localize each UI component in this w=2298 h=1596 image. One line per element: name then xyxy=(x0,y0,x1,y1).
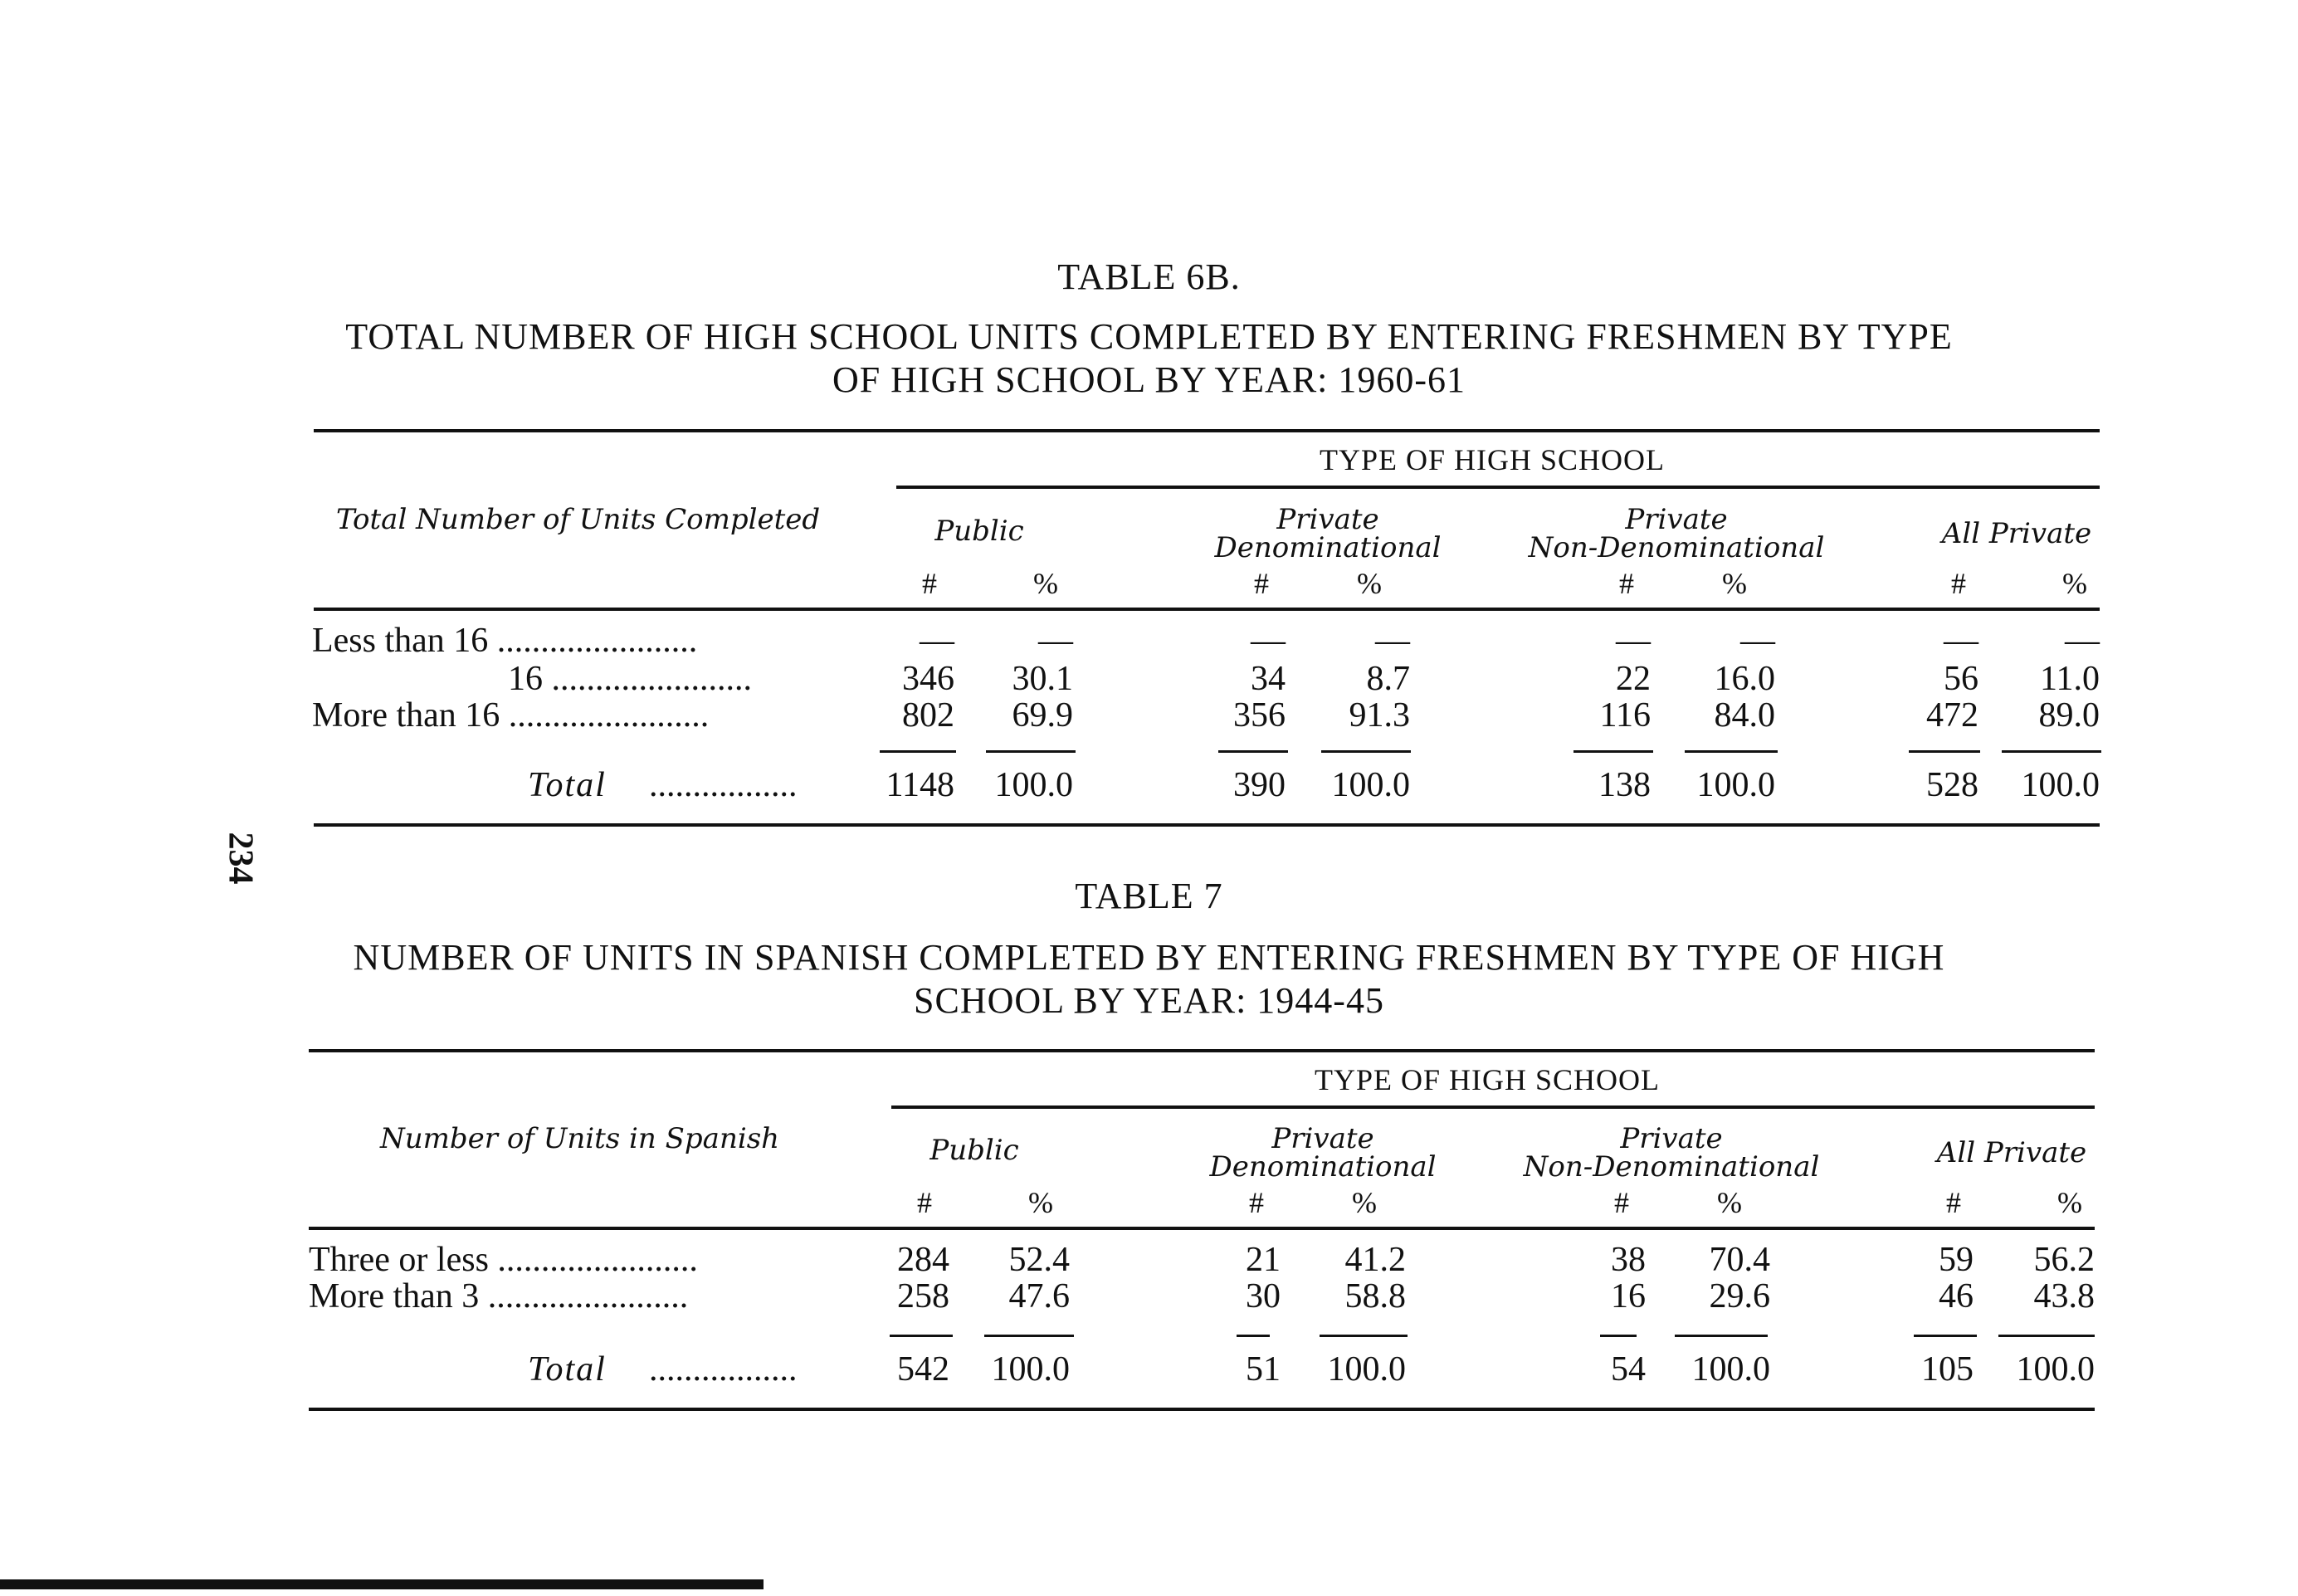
table7-header-rule xyxy=(309,1227,2095,1230)
table7-sum-rule xyxy=(1675,1335,1768,1337)
table6b-total-dots: ................. xyxy=(649,766,798,804)
table6b-sym-num-den: # xyxy=(1254,567,1269,600)
table6b-col-private-non-1: Private xyxy=(1625,503,1728,536)
table6b-cell: 30.1 xyxy=(1012,660,1073,698)
table6b-total-cell: 1148 xyxy=(886,766,954,804)
table6b-sym-pct-all: % xyxy=(2062,567,2087,600)
table6b-col-private-den-2: Denominational xyxy=(1214,531,1442,564)
table6b-cell: 802 xyxy=(902,696,954,735)
table6b-sum-rule xyxy=(1218,750,1288,753)
table6b-group-rule xyxy=(896,486,2100,489)
table7-cell: 284 xyxy=(897,1241,949,1279)
table7-cell: 52.4 xyxy=(1008,1241,1070,1279)
table6b-cell: 11.0 xyxy=(2040,660,2100,698)
table6b-cell: — xyxy=(1251,622,1286,660)
table6b-sym-num-non: # xyxy=(1619,567,1634,600)
table7-total-cell: 100.0 xyxy=(2016,1350,2095,1389)
table7-total-cell: 542 xyxy=(897,1350,949,1389)
table7-sym-num-den: # xyxy=(1249,1186,1264,1219)
table7-sum-rule xyxy=(1998,1335,2095,1337)
table6b-sym-pct-den: % xyxy=(1357,567,1382,600)
table7-row-label: Three or less ....................... xyxy=(309,1241,698,1279)
table6b-cell: 34 xyxy=(1251,660,1286,698)
table7-row-label: More than 3 ....................... xyxy=(309,1277,689,1315)
table6b-col-all-private: All Private xyxy=(1941,517,2092,550)
table6b-cell: — xyxy=(1740,622,1775,660)
table7-total-cell: 51 xyxy=(1246,1350,1281,1389)
table6b-cell: 116 xyxy=(1599,696,1651,735)
table7-col-private-den-2: Denominational xyxy=(1209,1150,1437,1184)
table6b-cell: — xyxy=(920,622,954,660)
table7-cell: 43.8 xyxy=(2033,1277,2095,1315)
table6b-col-private-den-1: Private xyxy=(1276,503,1379,536)
table7-sym-num-public: # xyxy=(917,1186,932,1219)
table6b-cell: 22 xyxy=(1616,660,1651,698)
table7-cell: 30 xyxy=(1246,1277,1281,1315)
table7-group-rule xyxy=(891,1105,2095,1109)
table7-sym-pct-all: % xyxy=(2057,1186,2082,1219)
table7-title-line2: SCHOOL BY YEAR: 1944-45 xyxy=(914,980,1384,1021)
table7-col-public: Public xyxy=(929,1134,1019,1167)
table6b-cell: 89.0 xyxy=(2038,696,2100,735)
table7-sum-rule xyxy=(1237,1335,1270,1337)
table7-sum-rule xyxy=(1320,1335,1408,1337)
table6b-total-cell: 100.0 xyxy=(1696,766,1775,804)
table6b-sym-num-public: # xyxy=(922,567,937,600)
table7-cell: 58.8 xyxy=(1344,1277,1406,1315)
table6b-cell: 356 xyxy=(1233,696,1286,735)
table6b-sym-num-all: # xyxy=(1951,567,1966,600)
table7-cell: 47.6 xyxy=(1008,1277,1070,1315)
table7-cell: 59 xyxy=(1939,1241,1974,1279)
table6b-cell: — xyxy=(2065,622,2100,660)
table7-sum-rule xyxy=(1914,1335,1977,1337)
table7-total-cell: 54 xyxy=(1611,1350,1646,1389)
table7-sym-pct-non: % xyxy=(1717,1186,1742,1219)
table6b-row-label: Less than 16 ....................... xyxy=(312,622,698,660)
table7-total-cell: 100.0 xyxy=(1691,1350,1770,1389)
table7-top-rule xyxy=(309,1049,2095,1052)
table6b-header-rule xyxy=(314,608,2100,611)
table6b-sum-rule xyxy=(880,750,956,753)
table6b-title-line1: TOTAL NUMBER OF HIGH SCHOOL UNITS COMPLETED BY ENTERING FRESHMEN BY TYPE xyxy=(345,316,1953,357)
table6b-cell: 84.0 xyxy=(1714,696,1775,735)
table6b-label: TABLE 6B. xyxy=(1057,256,1241,297)
table6b-row-label: 16 ....................... xyxy=(508,660,752,698)
table6b-total-cell: 138 xyxy=(1598,766,1651,804)
table6b-total-label: Total xyxy=(528,766,607,804)
table6b-sym-pct-non: % xyxy=(1722,567,1747,600)
table6b-cell: — xyxy=(1038,622,1073,660)
table7-title-line1: NUMBER OF UNITS IN SPANISH COMPLETED BY ENTERING FRESHMEN BY TYPE OF HIGH xyxy=(353,937,1945,978)
table7-cell: 258 xyxy=(897,1277,949,1315)
table6b-cell: — xyxy=(1944,622,1978,660)
table6b-sum-rule xyxy=(1685,750,1778,753)
table6b-group-header: TYPE OF HIGH SCHOOL xyxy=(1320,443,1666,476)
table7-total-label: Total xyxy=(528,1350,607,1389)
table7-sum-rule xyxy=(890,1335,953,1337)
table6b-sum-rule xyxy=(986,750,1076,753)
page-number: 234 xyxy=(221,832,260,885)
table6b-sum-rule xyxy=(2002,750,2101,753)
table7-cell: 29.6 xyxy=(1709,1277,1770,1315)
table6b-total-cell: 528 xyxy=(1926,766,1978,804)
table7-col-all-private: All Private xyxy=(1936,1136,2087,1169)
table7-cell: 21 xyxy=(1246,1241,1281,1279)
table7-sum-rule xyxy=(1600,1335,1637,1337)
table7-col-private-den-1: Private xyxy=(1271,1122,1374,1155)
table7-sym-num-all: # xyxy=(1946,1186,1961,1219)
table7-total-cell: 105 xyxy=(1921,1350,1974,1389)
table6b-cell: 69.9 xyxy=(1012,696,1073,735)
table7-cell: 16 xyxy=(1611,1277,1646,1315)
table7-total-dots: ................. xyxy=(649,1350,798,1389)
table7-label: TABLE 7 xyxy=(1075,876,1223,916)
table7-total-cell: 100.0 xyxy=(1327,1350,1406,1389)
table6b-cell: 8.7 xyxy=(1366,660,1410,698)
table7-row-header: Number of Units in Spanish xyxy=(380,1122,780,1155)
table6b-cell: 472 xyxy=(1926,696,1978,735)
table6b-sum-rule xyxy=(1909,750,1980,753)
table6b-sym-pct-public: % xyxy=(1033,567,1058,600)
table6b-sum-rule xyxy=(1321,750,1411,753)
table7-cell: 41.2 xyxy=(1344,1241,1406,1279)
table7-cell: 46 xyxy=(1939,1277,1974,1315)
table7-sym-num-non: # xyxy=(1614,1186,1629,1219)
table6b-col-public: Public xyxy=(934,515,1024,548)
table7-group-header: TYPE OF HIGH SCHOOL xyxy=(1315,1063,1661,1096)
table6b-top-rule xyxy=(314,429,2100,432)
table7-cell: 38 xyxy=(1611,1241,1646,1279)
table7-total-cell: 100.0 xyxy=(991,1350,1070,1389)
table6b-title-line2: OF HIGH SCHOOL BY YEAR: 1960-61 xyxy=(832,359,1466,400)
table7-bottom-rule xyxy=(309,1408,2095,1411)
table6b-total-cell: 100.0 xyxy=(1331,766,1410,804)
table7-sum-rule xyxy=(984,1335,1074,1337)
table6b-total-cell: 100.0 xyxy=(994,766,1073,804)
table6b-cell: — xyxy=(1616,622,1651,660)
table7-cell: 70.4 xyxy=(1709,1241,1770,1279)
table7-sym-pct-den: % xyxy=(1352,1186,1377,1219)
table6b-total-cell: 390 xyxy=(1233,766,1286,804)
table6b-total-cell: 100.0 xyxy=(2021,766,2100,804)
table7-col-private-non-2: Non-Denominational xyxy=(1523,1150,1820,1184)
table6b-cell: 346 xyxy=(902,660,954,698)
table7-cell: 56.2 xyxy=(2033,1241,2095,1279)
table6b-bottom-rule xyxy=(314,823,2100,827)
table6b-row-header: Total Number of Units Completed xyxy=(336,503,821,536)
table6b-cell: 16.0 xyxy=(1714,660,1775,698)
table6b-row-label: More than 16 ....................... xyxy=(312,696,710,735)
table6b-sum-rule xyxy=(1573,750,1653,753)
table7-sym-pct-public: % xyxy=(1028,1186,1053,1219)
scan-edge-bar xyxy=(0,1579,764,1589)
table6b-cell: 56 xyxy=(1944,660,1978,698)
table6b-col-private-non-2: Non-Denominational xyxy=(1528,531,1825,564)
table6b-cell: 91.3 xyxy=(1349,696,1410,735)
table6b-cell: — xyxy=(1375,622,1410,660)
table7-col-private-non-1: Private xyxy=(1620,1122,1723,1155)
